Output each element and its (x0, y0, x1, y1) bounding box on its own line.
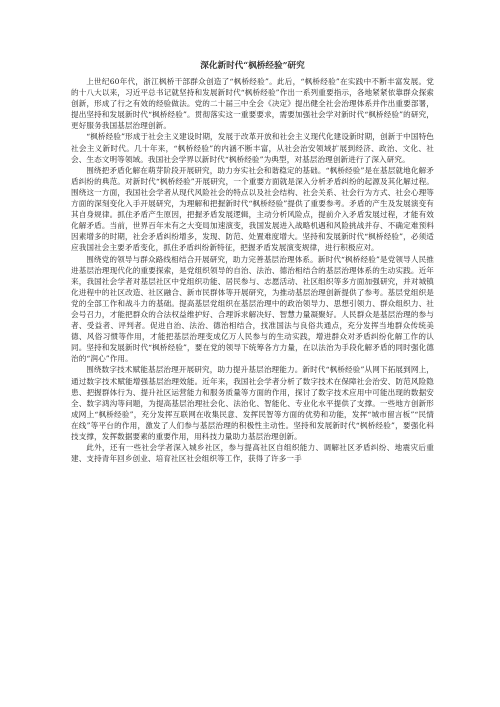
paragraph-3: 围绕把矛盾化解在萌芽阶段开展研究，助力夯实社会和谐稳定的基础。“枫桥经验”是在基层就地化解矛盾纠纷的典范。对新时代“枫桥经验”开展研究，一个重要方面就是深入分析矛盾纠纷的起源及其化解过程。围绕这一方面，我国社会学者从现代风险社会的特点以及社会结构、社会关系、社会行为方式、社会心理等方面的深刻变化入手开展研究，为理解和把握新时代“枫桥经验”提供了重要参考。矛盾的产生及发展演变有其自身规律。抓住矛盾产生原因，把握矛盾发展逻辑，主动分析风险点，提前介入矛盾发展过程，才能有效化解矛盾。当前，世界百年未有之大变局加速演变，我国发展进入战略机遇和风险挑战并存、不确定难预料因素增多的时期，社会矛盾纠纷增多，发现、防范、处置难度增大。坚持和发展新时代“枫桥经验”，必须适应我国社会主要矛盾变化，抓住矛盾纠纷新特征，把握矛盾发展演变规律，进行积极应对。 (71, 165, 434, 253)
document-title: 深化新时代“枫桥经验”研究 (200, 61, 305, 71)
paragraph-6: 此外，还有一些社会学者深入城乡社区，参与提高社区自组织能力、调解社区矛盾纠纷、地震灾后重建、支持青年回乡创业、培育社区社会组织等工作，获得了许多一手 (71, 443, 434, 464)
paragraph-1: 上世纪60年代，浙江枫桥干部群众创造了“枫桥经验”。此后，“枫桥经验”在实践中不断丰富发展。党的十八大以来，习近平总书记就坚持和发展新时代“枫桥经验”作出一系列重要指示，各地紧紧依靠群众探索创新，形成了行之有效的经验做法。党的二十届三中全会《决定》提出健全社会治理体系并作出重要部署，提出坚持和发展新时代“枫桥经验”。贯彻落实这一重要要求，需要加强社会学对新时代“枫桥经验”的研究，更好服务我国基层治理创新。 (71, 77, 434, 131)
paragraph-2: “枫桥经验”形成于社会主义建设时期，发展于改革开放和社会主义现代化建设新时期，创新于中国特色社会主义新时代。几十年来，“枫桥经验”的内涵不断丰富，从社会治安领域扩展到经济、政治、文化、社会、生态文明等领域。我国社会学界以新时代“枫桥经验”为典型，对基层治理创新进行了深入研究。 (71, 132, 434, 164)
paragraph-4: 围绕党的领导与群众路线相结合开展研究，助力完善基层治理体系。新时代“枫桥经验”是党领导人民推进基层治理现代化的重要探索，是党组织领导的自治、法治、德治相结合的基层治理体系的生动实践。近年来，我国社会学者对基层社区中党组织功能、居民参与、志愿活动、社区组织等多方面加强研究，并对城镇化进程中的社区改造、社区融合、新市民群体等开展研究，为推动基层治理创新提供了参考。基层党组织是党的全部工作和战斗力的基础。提高基层党组织在基层治理中的政治领导力、思想引领力、群众组织力、社会号召力，才能把群众的合法权益维护好、合理诉求解决好、智慧力量凝聚好。人民群众是基层治理的参与者、受益者、评判者。促进自治、法治、德治相结合，找准国法与良俗共通点，充分发挥当地群众传统美德、风俗习惯等作用，才能把基层治理变成亿万人民参与的生动实践，增进群众对矛盾纠纷化解工作的认同。坚持和发展新时代“枫桥经验”，要在党的领导下统筹各方力量，在以法治为手段化解矛盾的同时强化德治的“润心”作用。 (71, 254, 434, 364)
paragraph-5: 围绕数字技术赋能基层治理开展研究，助力提升基层治理能力。新时代“枫桥经验”从网下拓展到网上，通过数字技术赋能增强基层治理效能。近年来，我国社会学者分析了数字技术在保障社会治安、防范风险隐患、把握群体行为、提升社区运营能力和服务质量等方面的作用，探讨了数字技术应用中可能出现的数据安全、数字鸿沟等问题，为提高基层治理社会化、法治化、智能化、专业化水平提供了支撑。一些地方创新形成网上“枫桥经验”，充分发挥互联网在收集民意、发挥民智等方面的优势和功能，发挥“城市留言板”“民情在线”等平台的作用，激发了人们参与基层治理的积极性主动性。坚持和发展新时代“枫桥经验”，要强化科技支撑，发挥数据要素的重要作用，用科技力量助力基层治理创新。 (71, 365, 434, 441)
